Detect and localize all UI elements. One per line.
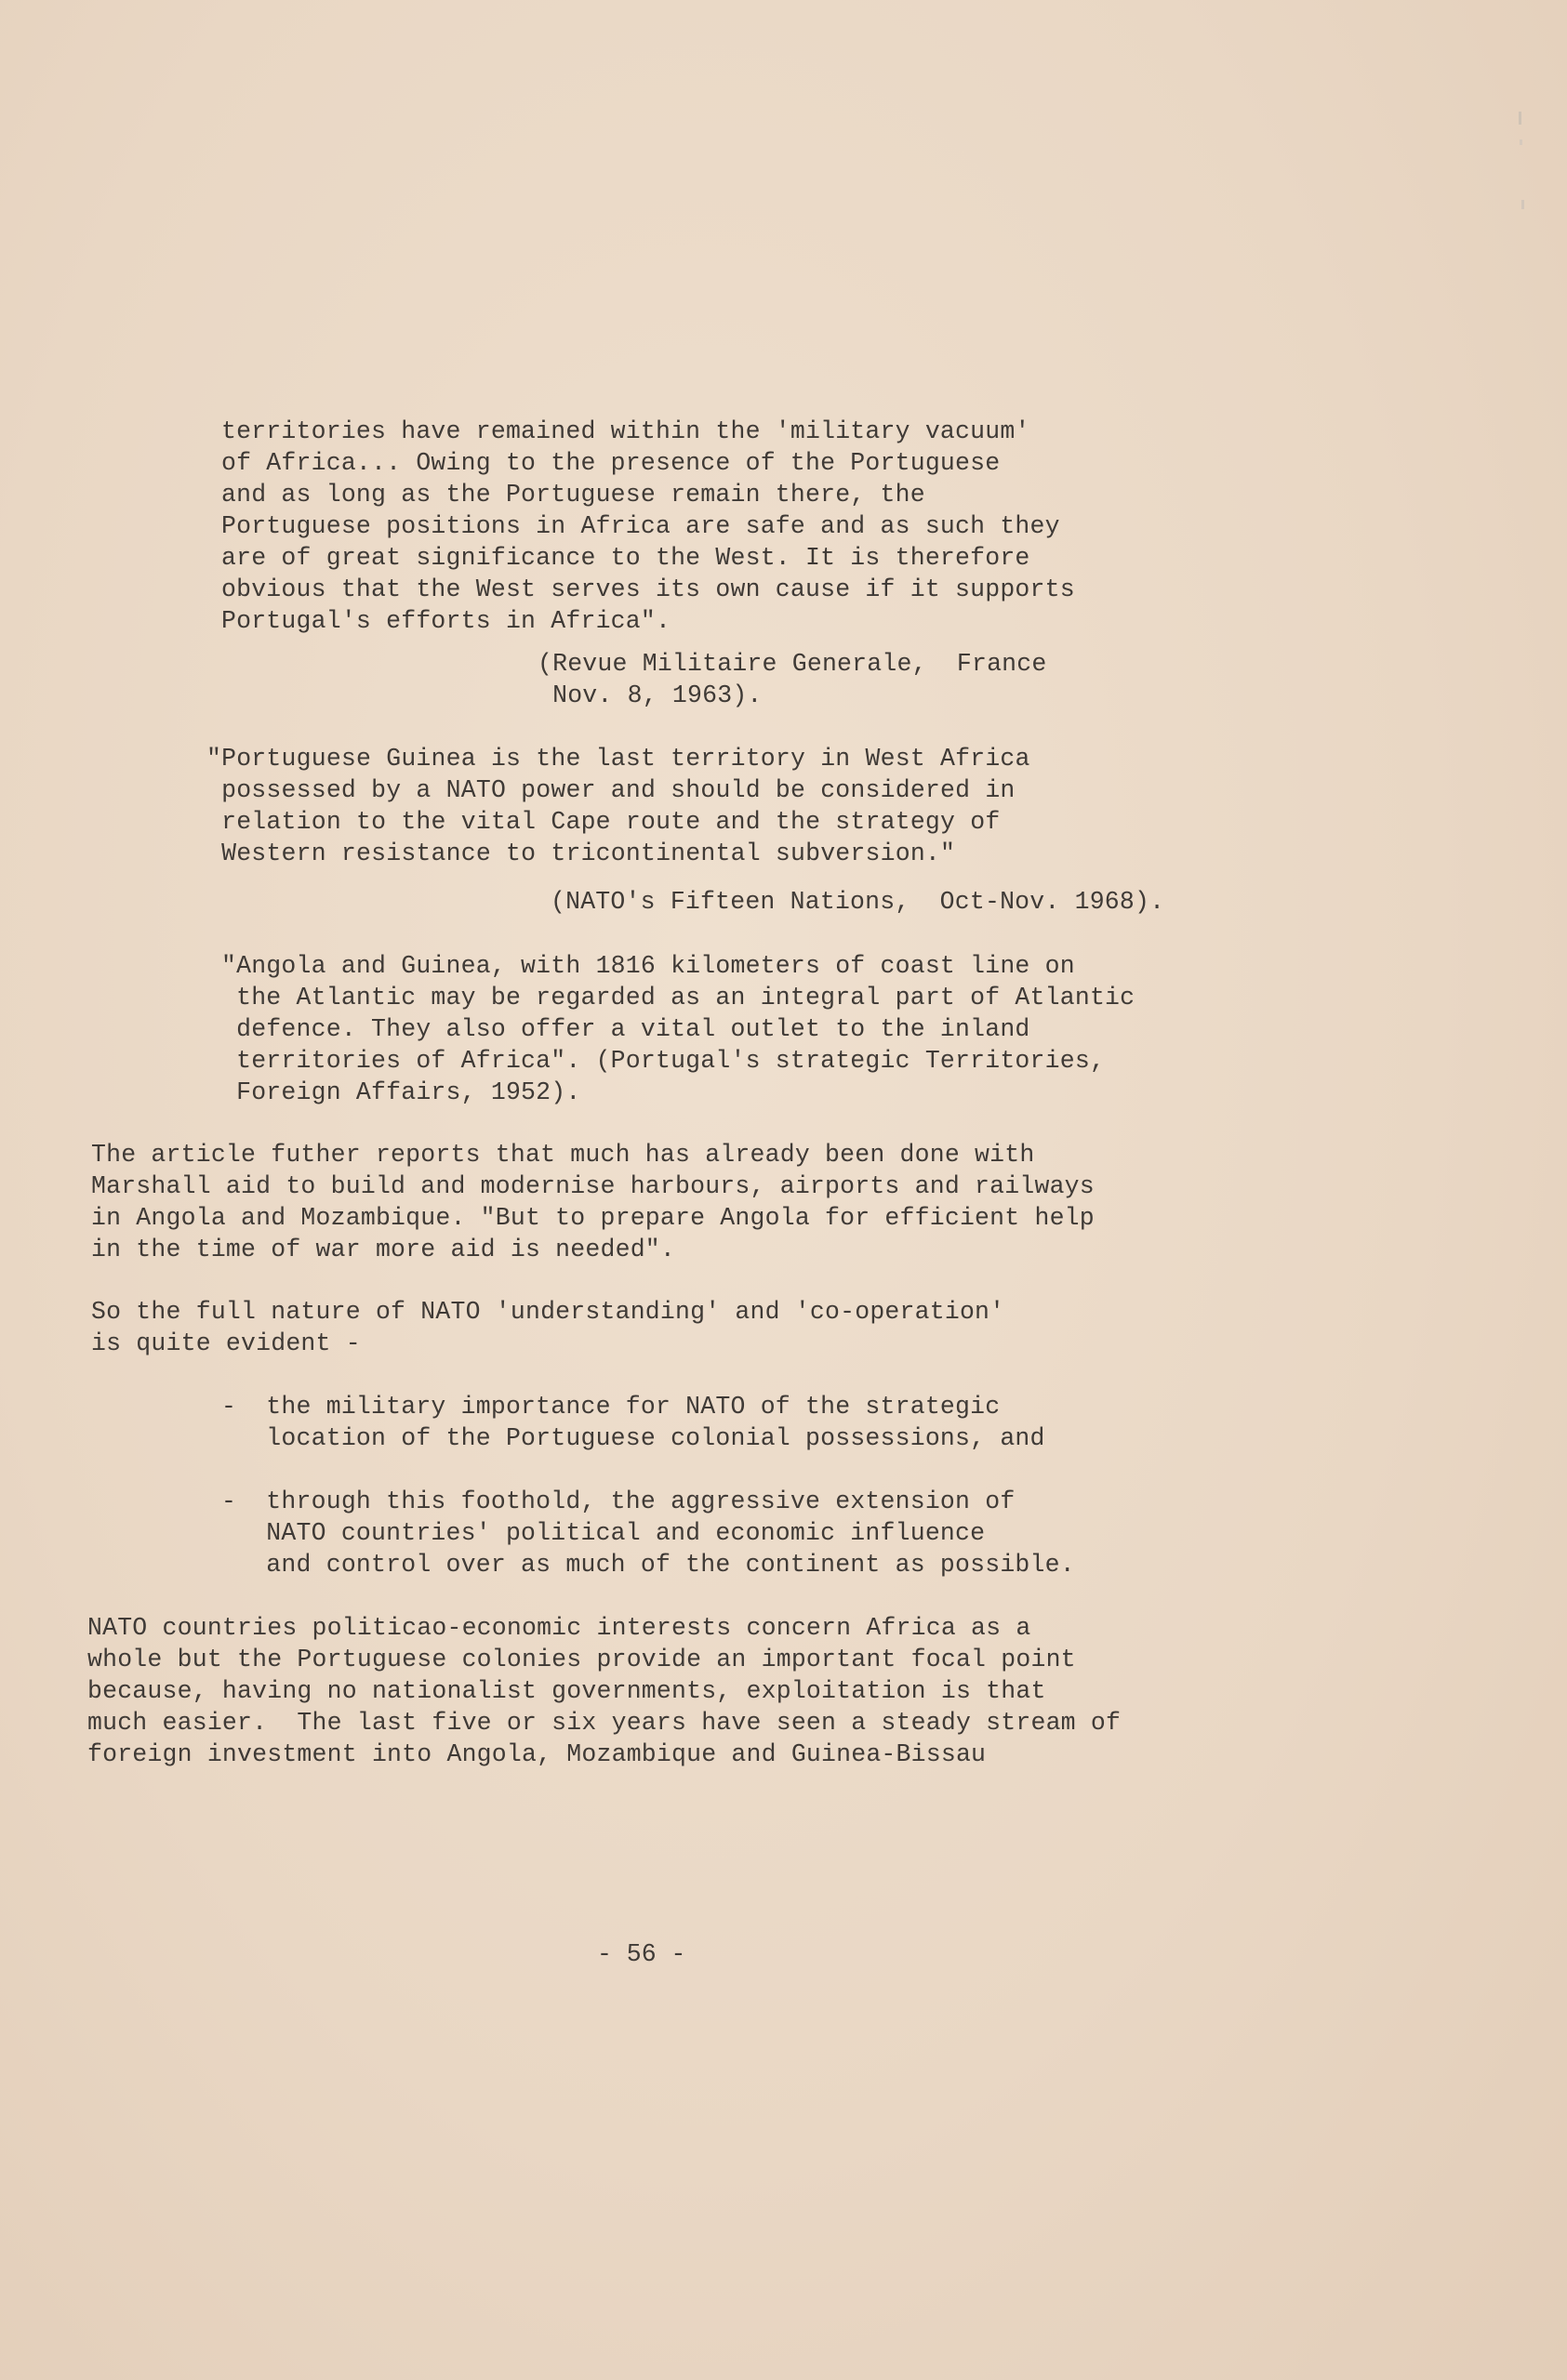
text-line: much easier. The last five or six years have seen a steady stream of <box>87 1709 1122 1737</box>
text-line: Foreign Affairs, 1952). <box>221 1078 581 1106</box>
text-line: Nov. 8, 1963). <box>538 681 763 709</box>
paper-mark-icon <box>1511 112 1530 223</box>
text-line: location of the Portuguese colonial possessions, and <box>221 1424 1045 1452</box>
text-line: in the time of war more aid is needed". <box>91 1236 676 1263</box>
bullet-aggressive-extension <box>221 1486 1075 1580</box>
paragraph-nato-cooperation <box>91 1296 1004 1359</box>
text-line: The article futher reports that much has already been done with <box>91 1141 1035 1169</box>
quote-revue-militaire <box>221 416 1075 637</box>
text-line: (NATO's Fifteen Nations, Oct-Nov. 1968). <box>551 888 1165 916</box>
text-line: Marshall aid to build and modernise harbours, airports and railways <box>91 1172 1095 1200</box>
text-line: Portugal's efforts in Africa". <box>221 607 671 635</box>
text-line: the Atlantic may be regarded as an integral part of Atlantic <box>221 984 1135 1012</box>
text-line: "Angola and Guinea, with 1816 kilometers of coast line on <box>221 952 1075 980</box>
bullet-military-importance <box>221 1391 1045 1454</box>
quote-foreign-affairs <box>221 950 1135 1108</box>
text-line: - the military importance for NATO of the strategic <box>221 1393 1001 1421</box>
text-line: relation to the vital Cape route and the strategy of <box>206 808 1001 836</box>
page-number: - 56 - <box>597 1940 686 1968</box>
text-line: of Africa... Owing to the presence of the Portuguese <box>221 449 1001 477</box>
paragraph-marshall-aid <box>91 1139 1095 1265</box>
text-line: Western resistance to tricontinental subversion." <box>206 840 956 867</box>
paragraph-economic-interests <box>87 1612 1121 1770</box>
text-line: possessed by a NATO power and should be considered in <box>206 776 1016 804</box>
text-line: is quite evident - <box>91 1329 361 1357</box>
text-line: NATO countries' political and economic influence <box>221 1519 986 1547</box>
text-line: So the full nature of NATO 'understanding' and 'co-operation' <box>91 1298 1005 1326</box>
text-line: foreign investment into Angola, Mozambique and Guinea-Bissau <box>87 1740 987 1768</box>
text-line: whole but the Portuguese colonies provide an important focal point <box>87 1646 1076 1673</box>
text-line: "Portuguese Guinea is the last territory in West Africa <box>206 745 1030 773</box>
text-line: and as long as the Portuguese remain there, the <box>221 481 925 509</box>
citation-nato-fifteen-nations <box>551 886 1164 918</box>
text-line: Portuguese positions in Africa are safe and as such they <box>221 512 1060 540</box>
text-line: defence. They also offer a vital outlet to the inland <box>221 1015 1030 1043</box>
text-line: are of great significance to the West. It is therefore <box>221 544 1030 572</box>
text-line: - through this foothold, the aggressive extension of <box>221 1488 1016 1515</box>
citation-revue-militaire <box>538 648 1047 711</box>
text-line: obvious that the West serves its own cause if it supports <box>221 575 1075 603</box>
quote-nato-fifteen-nations <box>206 743 1030 869</box>
text-line: NATO countries politicao-economic interests concern Africa as a <box>87 1614 1031 1642</box>
text-line: and control over as much of the continent as possible. <box>221 1551 1075 1579</box>
text-line: territories have remained within the 'military vacuum' <box>221 417 1030 445</box>
text-line: in Angola and Mozambique. "But to prepare Angola for efficient help <box>91 1204 1095 1232</box>
text-line: because, having no nationalist governments, exploitation is that <box>87 1677 1046 1705</box>
text-line: territories of Africa". (Portugal's strategic Territories, <box>221 1047 1106 1075</box>
text-line: (Revue Militaire Generale, France <box>538 650 1047 678</box>
